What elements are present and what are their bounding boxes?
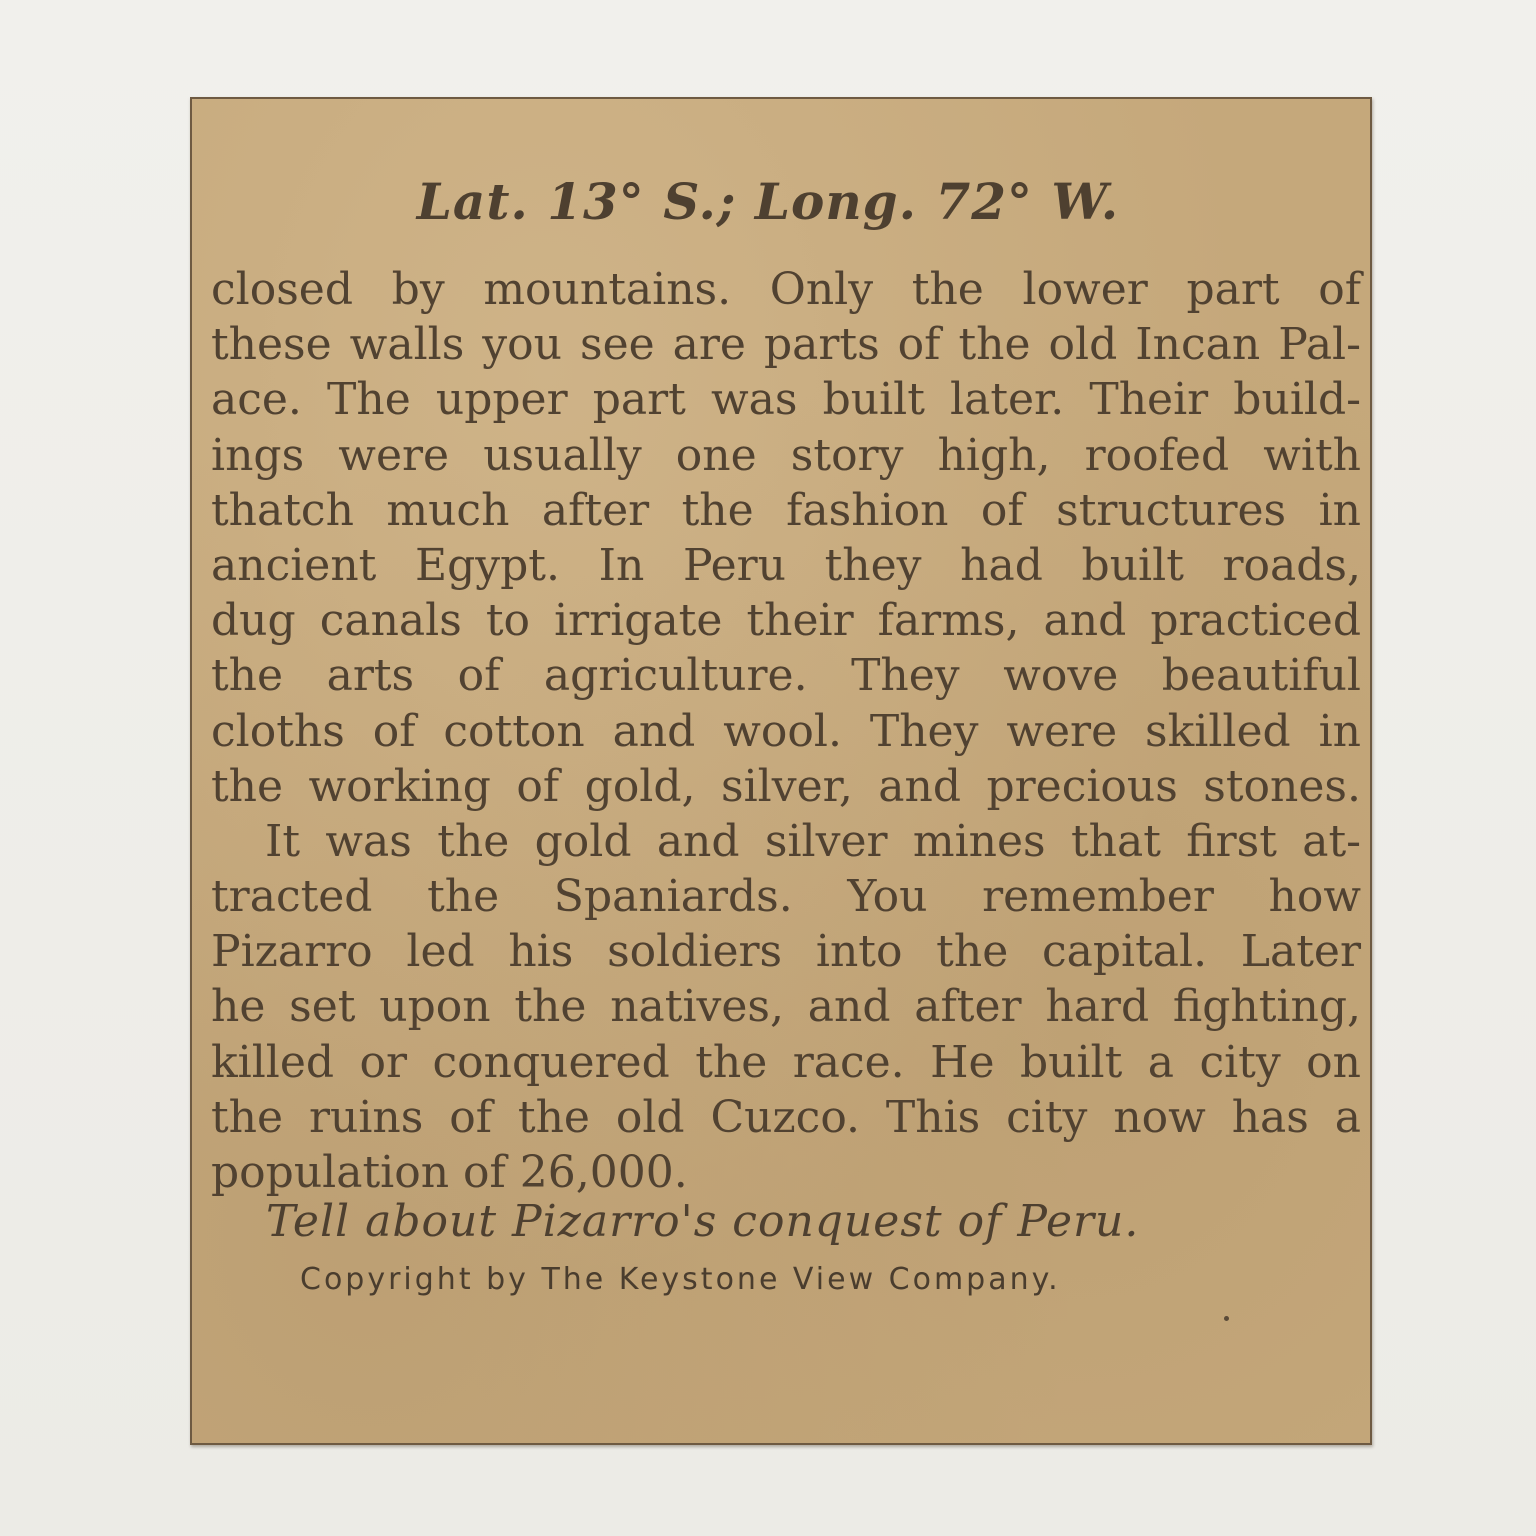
text-line: ace. The upper part was built later. Their build- [211, 374, 1361, 426]
text-line: cloths of cotton and wool. They were skilled in [211, 705, 1361, 757]
text-line: population of 26,000. [211, 1147, 688, 1198]
text-line: ancient Egypt. In Peru they had built roads, [211, 539, 1361, 591]
text-line: killed or conquered the race. He built a city on [211, 1036, 1361, 1088]
copyright-notice: Copyright by The Keystone View Company. [300, 1262, 1061, 1297]
coordinates-heading: Lat. 13° S.; Long. 72° W. [416, 172, 1120, 231]
ink-speck [1224, 1316, 1229, 1321]
description-paragraph [211, 262, 1361, 1200]
text-line: thatch much after the fashion of structures in [211, 484, 1361, 536]
text-line: closed by mountains. Only the lower part of [211, 264, 1361, 315]
text-line: tracted the Spaniards. You remember how [211, 871, 1361, 923]
text-line: he set upon the natives, and after hard fighting, [211, 981, 1361, 1033]
text-line: the ruins of the old Cuzco. This city now has a [211, 1091, 1361, 1143]
text-line: ings were usually one story high, roofed with [211, 429, 1361, 481]
text-line: the working of gold, silver, and precious stones. [211, 760, 1361, 812]
text-line: It was the gold and silver mines that first at- [265, 815, 1361, 867]
text-line: Pizarro led his soldiers into the capital. Later [211, 926, 1361, 978]
text-line: dug canals to irrigate their farms, and practiced [211, 595, 1361, 647]
text-line: the arts of agriculture. They wove beautiful [211, 650, 1361, 702]
text-line: these walls you see are parts of the old Incan Pal- [211, 319, 1361, 371]
study-question: Tell about Pizarro's conquest of Peru. [266, 1196, 1140, 1247]
